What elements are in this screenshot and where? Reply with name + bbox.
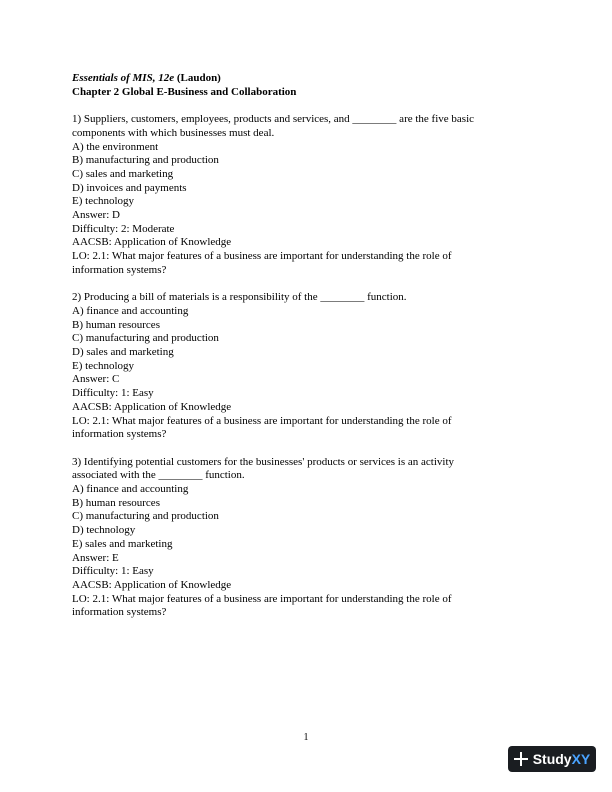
option-e: E) technology [72,359,135,372]
question-stem: 1) Suppliers, customers, employees, products and services, and ________ are the five basic [72,113,475,126]
learning-objective: information systems? [72,263,167,276]
page-number: 1 [303,732,309,743]
plus-icon [514,752,528,766]
book-author: (Laudon) [174,72,221,84]
option-b: B) human resources [72,318,160,331]
answer: Answer: C [72,373,120,386]
question-stem: 2) Producing a bill of materials is a responsibility of the ________ function. [72,291,407,304]
difficulty: Difficulty: 1: Easy [72,387,154,400]
option-d: D) sales and marketing [72,346,174,359]
option-b: B) human resources [72,496,160,509]
option-c: C) sales and marketing [72,167,174,180]
question-stem: components with which businesses must deal. [72,126,275,139]
document-body [72,72,542,620]
option-d: D) technology [72,524,136,537]
question-3 [72,456,542,620]
badge-text-main: Study [532,751,572,767]
book-title: Essentials of MIS, 12e [72,72,175,84]
question-2 [72,291,542,442]
option-d: D) invoices and payments [72,181,187,194]
option-a: A) the environment [72,140,159,153]
option-b: B) manufacturing and production [72,154,219,167]
document-title [72,72,542,86]
aacsb: AACSB: Application of Knowledge [72,236,232,249]
option-a: A) finance and accounting [72,304,189,317]
question-stem: associated with the ________ function. [72,469,245,482]
aacsb: AACSB: Application of Knowledge [72,400,232,413]
learning-objective: information systems? [72,606,167,619]
option-a: A) finance and accounting [72,483,189,496]
question-stem: 3) Identifying potential customers for the businesses' products or services is an activity [72,455,455,468]
option-c: C) manufacturing and production [72,332,219,345]
answer: Answer: E [72,551,119,564]
answer: Answer: D [72,209,120,222]
chapter-heading: Chapter 2 Global E-Business and Collaboration [72,85,297,98]
option-c: C) manufacturing and production [72,510,219,523]
learning-objective: information systems? [72,428,167,441]
learning-objective: LO: 2.1: What major features of a business are important for understanding the role of [72,414,452,427]
learning-objective: LO: 2.1: What major features of a business are important for understanding the role of [72,250,452,263]
option-e: E) sales and marketing [72,537,173,550]
studyxy-badge[interactable] [508,746,596,772]
difficulty: Difficulty: 1: Easy [72,565,154,578]
option-e: E) technology [72,195,135,208]
learning-objective: LO: 2.1: What major features of a business are important for understanding the role of [72,592,452,605]
difficulty: Difficulty: 2: Moderate [72,222,175,235]
aacsb: AACSB: Application of Knowledge [72,578,232,591]
question-1 [72,113,542,277]
badge-text-accent: XY [571,751,591,767]
